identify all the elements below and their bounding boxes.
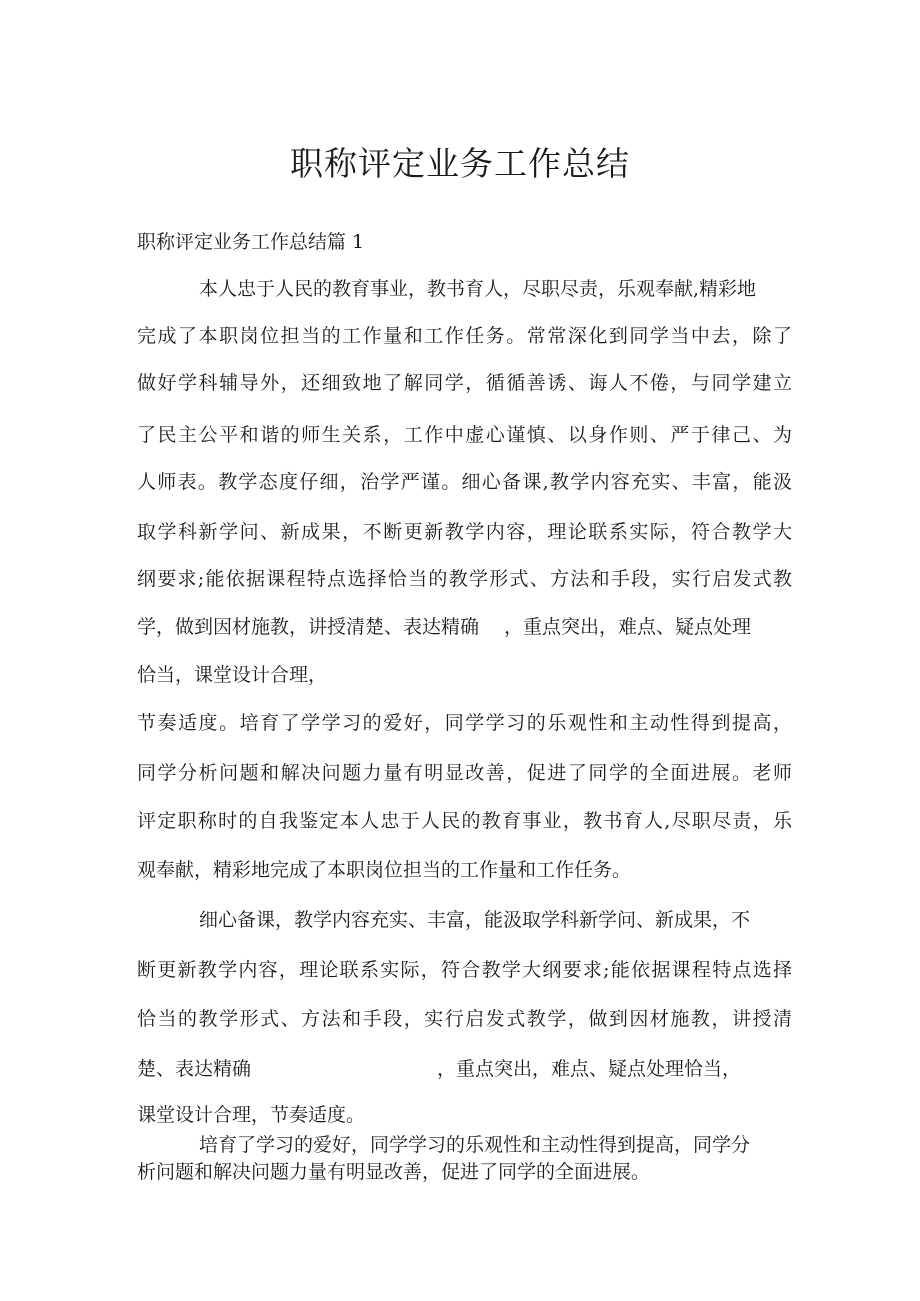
paragraph-line: 纲要求;能依据课程特点选择恰当的教学形式、方法和手段，实行启发式教: [137, 568, 792, 590]
document-subtitle: 职称评定业务工作总结篇 1: [137, 231, 365, 253]
paragraph-line: 恰当，课堂设计合理，: [137, 664, 328, 686]
paragraph-line: 学，做到因材施教，讲授清楚、表达精确 ，重点突出，难点、疑点处理: [137, 616, 752, 638]
paragraph-line: 做好学科辅导外，还细致地了解同学，循循善诱、诲人不倦，与同学建立: [137, 372, 792, 394]
paragraph-line: 析问题和解决问题力量有明显改善，促进了同学的全面进展。: [137, 1161, 651, 1183]
paragraph-line: 取学科新学问、新成果，不断更新教学内容，理论联系实际，符合教学大: [137, 521, 792, 543]
paragraph-line: 课堂设计合理，节奏适度。: [137, 1104, 366, 1126]
paragraph-line: 断更新教学内容，理论联系实际，符合教学大纲要求;能依据课程特点选择: [137, 959, 792, 981]
paragraph-line: ，重点突出，难点、疑点处理恰当，: [437, 1058, 742, 1080]
paragraph-line: 了民主公平和谐的师生关系，工作中虚心谨慎、以身作则、严于律己、为: [137, 424, 792, 446]
paragraph-line: 人师表。教学态度仔细，治学严谨。细心备课,教学内容充实、丰富，能汲: [137, 471, 792, 493]
paragraph-line: 评定职称时的自我鉴定本人忠于人民的教育事业，教书育人,尽职尽责，乐: [137, 810, 792, 832]
paragraph-line: 完成了本职岗位担当的工作量和工作任务。常常深化到同学当中去，除了: [137, 325, 792, 347]
document-title: 职称评定业务工作总结: [290, 144, 630, 183]
paragraph-line: 细心备课，教学内容充实、丰富，能汲取学科新学问、新成果，不: [199, 909, 751, 931]
paragraph-line: 培育了学习的爱好，同学学习的乐观性和主动性得到提高，同学分: [199, 1134, 751, 1156]
paragraph-line: 观奉献，精彩地完成了本职岗位担当的工作量和工作任务。: [137, 859, 632, 881]
paragraph-line: 同学分析问题和解决问题力量有明显改善，促进了同学的全面进展。老师: [137, 762, 792, 784]
paragraph-line: 楚、表达精确: [137, 1058, 252, 1080]
paragraph-line: 恰当的教学形式、方法和手段，实行启发式教学，做到因材施教，讲授清: [137, 1008, 792, 1030]
paragraph-line: 本人忠于人民的教育事业，教书育人，尽职尽责，乐观奉献,精彩地: [199, 278, 757, 300]
paragraph-line: 节奏适度。培育了学学习的爱好，同学学习的乐观性和主动性得到提高，: [137, 712, 792, 734]
